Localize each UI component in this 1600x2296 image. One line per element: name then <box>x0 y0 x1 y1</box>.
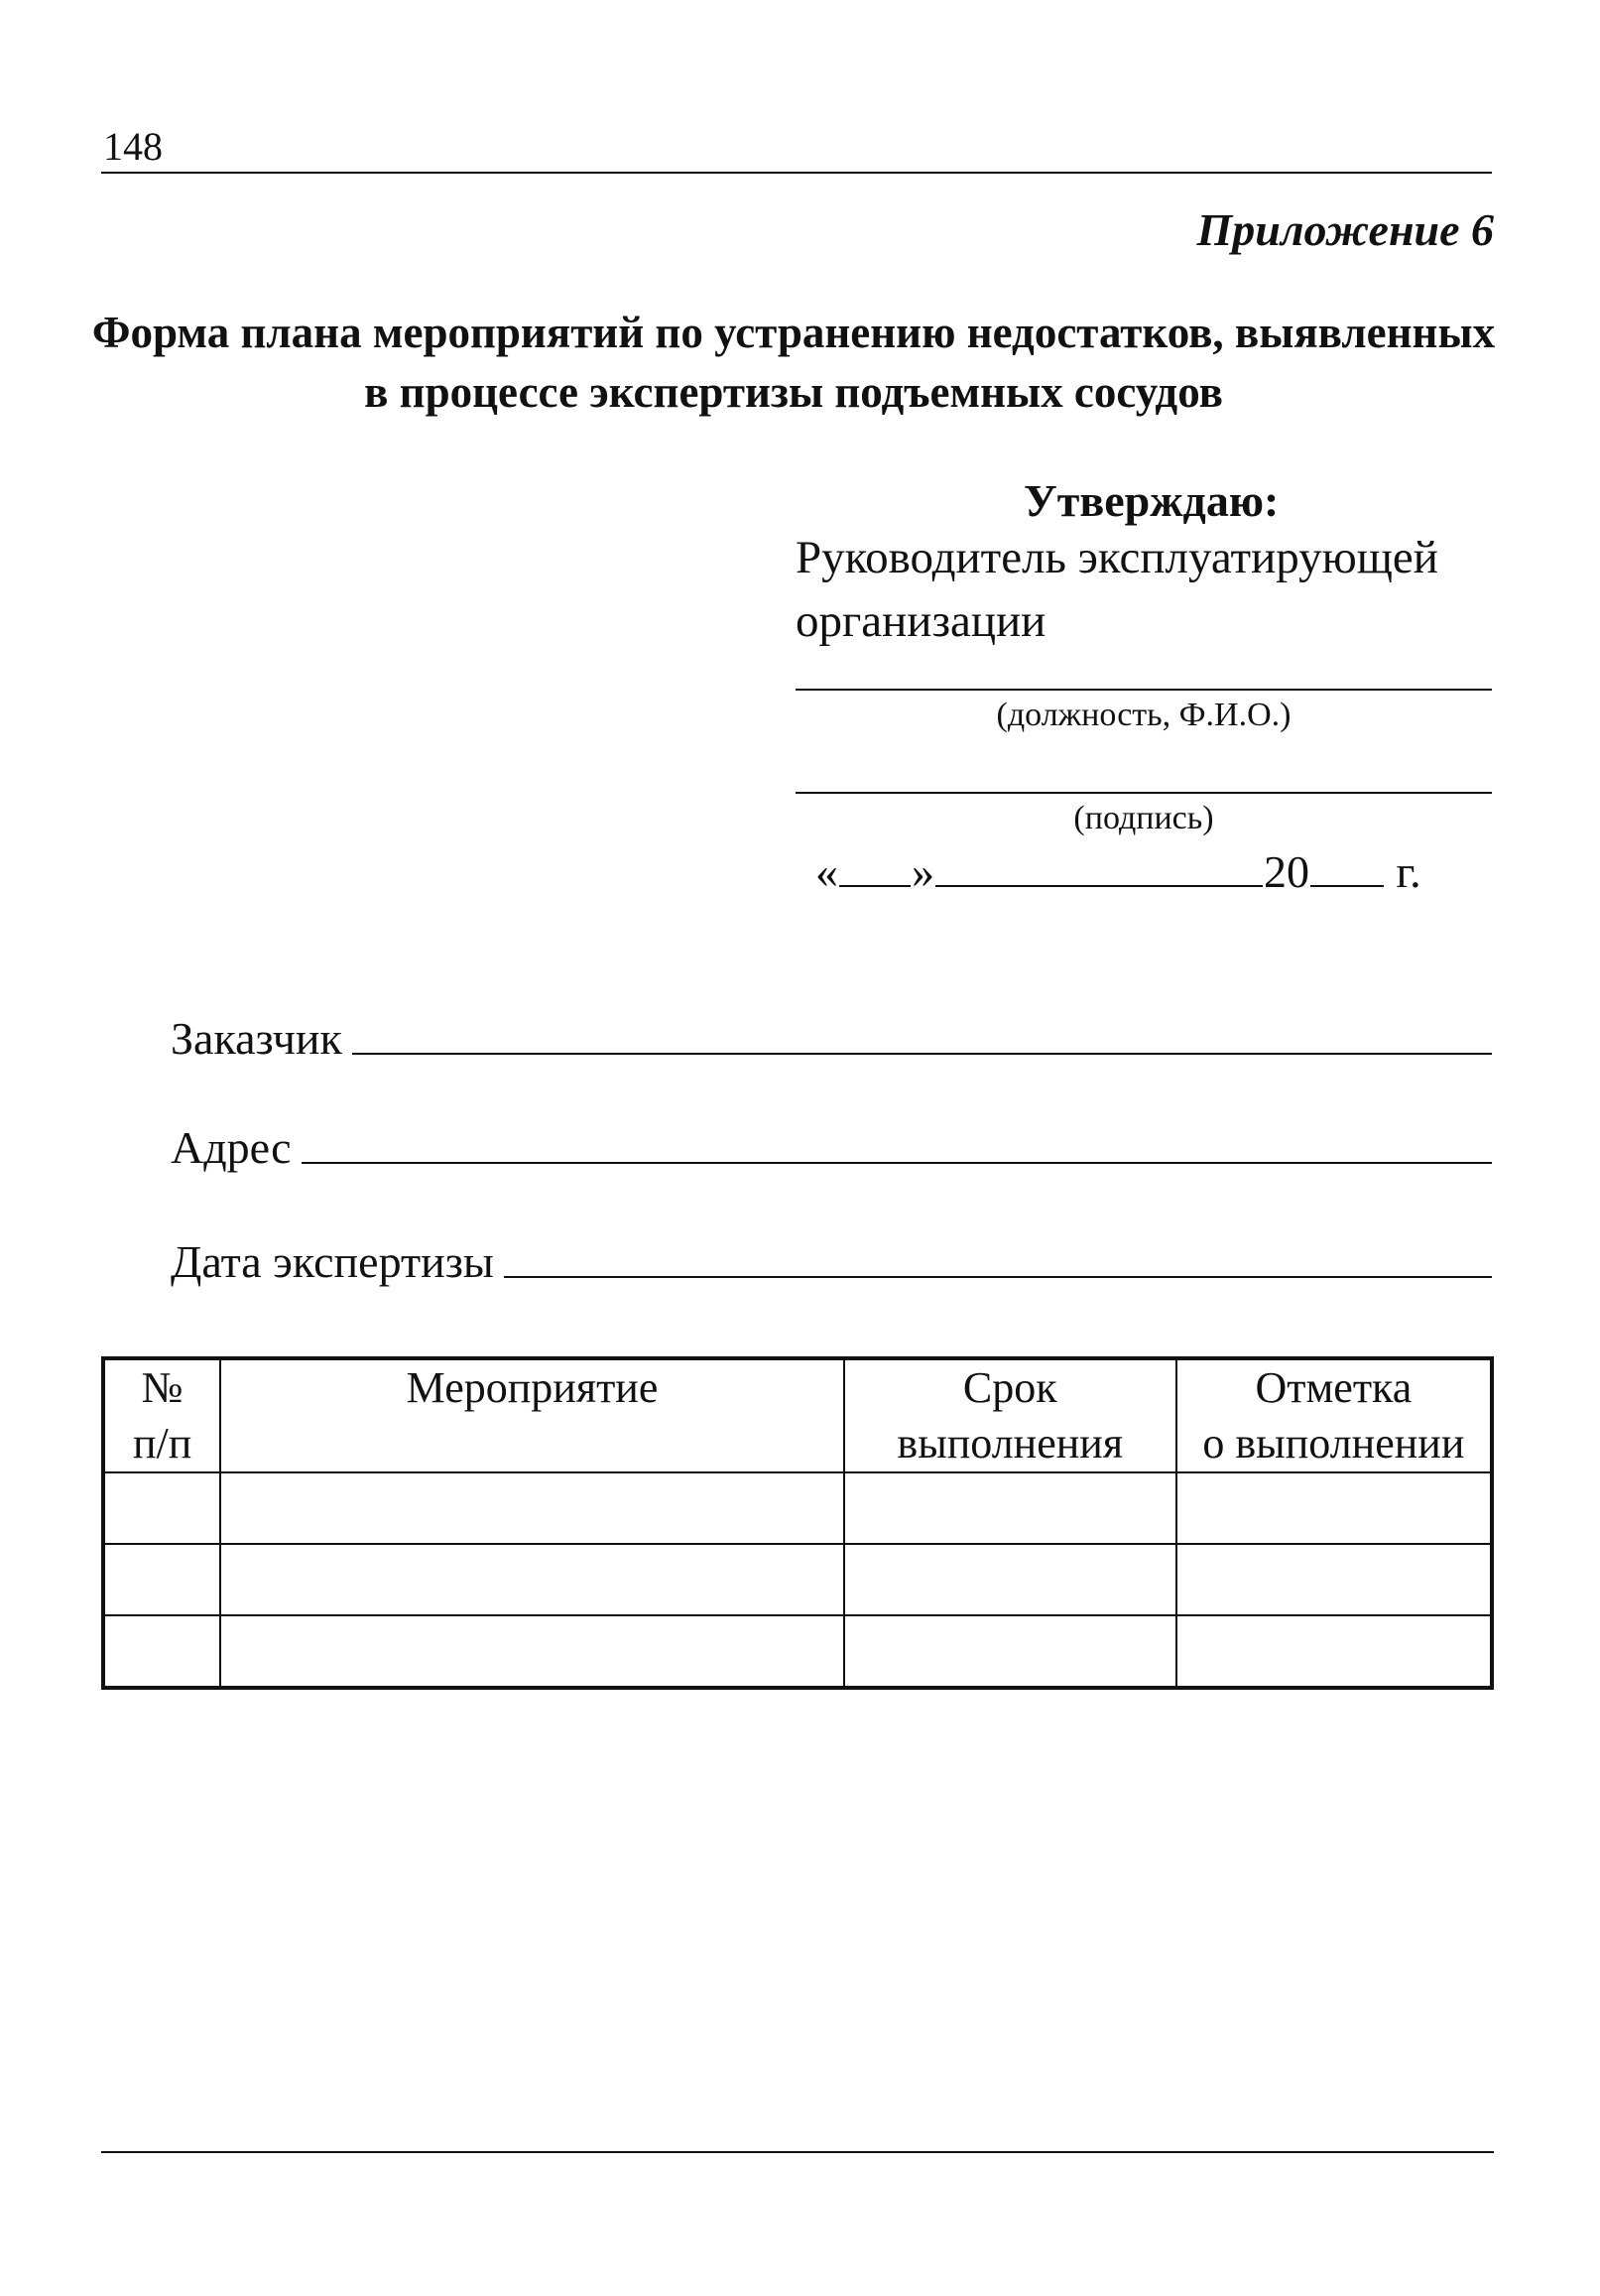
document-title <box>89 303 1498 422</box>
signature-caption: (подпись) <box>1073 800 1214 836</box>
header-number-line-2: п/п <box>132 1419 192 1467</box>
table-cell-term[interactable] <box>844 1615 1176 1688</box>
table-cell-activity[interactable] <box>220 1472 843 1544</box>
customer-input-line[interactable] <box>352 1013 1492 1055</box>
address-input-line[interactable] <box>302 1122 1492 1164</box>
date-month-blank[interactable] <box>935 845 1263 887</box>
table-cell-activity[interactable] <box>220 1615 843 1688</box>
title-line-2: в процессе экспертизы подъемных сосудов <box>364 367 1223 417</box>
header-number-line-1: № <box>141 1363 184 1412</box>
inspection-date-input-line[interactable] <box>504 1236 1492 1278</box>
date-suffix: г. <box>1396 846 1421 897</box>
approval-heading: Утверждаю: <box>1024 475 1280 526</box>
address-field <box>171 1121 1492 1174</box>
position-name-line[interactable] <box>796 689 1492 691</box>
appendix-label: Приложение 6 <box>1196 204 1494 255</box>
date-open-quote: « <box>815 846 838 897</box>
header-activity <box>220 1358 843 1472</box>
date-year-blank[interactable] <box>1310 845 1384 887</box>
table-cell-number[interactable] <box>103 1615 220 1688</box>
address-label: Адрес <box>171 1122 292 1173</box>
table-cell-term[interactable] <box>844 1544 1176 1615</box>
table-row <box>103 1472 1492 1544</box>
table-header-row <box>103 1358 1492 1472</box>
date-close-quote: » <box>912 846 934 897</box>
table-cell-activity[interactable] <box>220 1544 843 1615</box>
table-cell-mark[interactable] <box>1176 1472 1492 1544</box>
table-cell-mark[interactable] <box>1176 1615 1492 1688</box>
inspection-date-field <box>171 1235 1492 1288</box>
signature-line[interactable] <box>796 792 1492 794</box>
header-completion-mark <box>1176 1358 1492 1472</box>
table-cell-term[interactable] <box>844 1472 1176 1544</box>
activities-table <box>101 1356 1494 1690</box>
header-mark-line-2: о выполнении <box>1202 1419 1465 1467</box>
footer-rule <box>101 2151 1494 2153</box>
table-cell-mark[interactable] <box>1176 1544 1492 1615</box>
header-mark-line-1: Отметка <box>1255 1363 1413 1412</box>
approval-role-line-2: организации <box>796 595 1046 647</box>
inspection-date-label: Дата экспертизы <box>171 1236 494 1287</box>
header-term <box>844 1358 1176 1472</box>
position-name-caption: (должность, Ф.И.О.) <box>996 697 1292 733</box>
approval-role <box>796 526 1438 653</box>
table-cell-number[interactable] <box>103 1544 220 1615</box>
header-term-line-1: Срок <box>962 1363 1057 1412</box>
page-number: 148 <box>103 124 163 169</box>
header-activity-label: Мероприятие <box>406 1363 659 1412</box>
customer-label: Заказчик <box>171 1013 342 1064</box>
table-row <box>103 1544 1492 1615</box>
table-row <box>103 1615 1492 1688</box>
approval-date <box>815 845 1421 898</box>
date-day-blank[interactable] <box>839 845 911 887</box>
header-number <box>103 1358 220 1472</box>
date-year-prefix: 20 <box>1264 846 1309 897</box>
header-term-line-2: выполнения <box>897 1419 1124 1467</box>
table-cell-number[interactable] <box>103 1472 220 1544</box>
approval-role-line-1: Руководитель эксплуатирующей <box>796 532 1438 583</box>
title-line-1: Форма плана мероприятий по устранению недостатков, выявленных <box>91 308 1496 357</box>
header-rule <box>101 172 1492 174</box>
customer-field <box>171 1012 1492 1065</box>
